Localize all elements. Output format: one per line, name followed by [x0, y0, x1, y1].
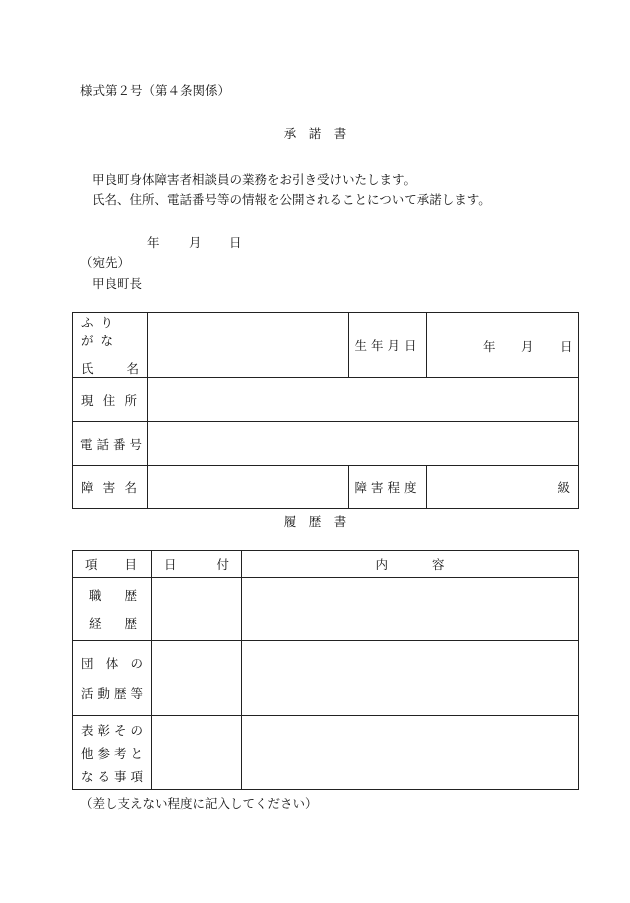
applicant-info-table	[72, 312, 579, 509]
disability-degree-input[interactable]	[427, 466, 579, 509]
address-label-cell	[73, 378, 148, 422]
disability-row	[73, 466, 579, 509]
body-text-line1: 甲良町身体障害者相談員の業務をお引き受けいたします。	[92, 172, 417, 187]
addressee-name: 甲良町長	[92, 276, 143, 291]
resume-header-row	[73, 551, 579, 578]
phone-input[interactable]	[148, 422, 579, 466]
career-date-input[interactable]	[152, 578, 242, 641]
date-month: 月	[189, 235, 202, 250]
date-day: 日	[229, 235, 242, 250]
career-label-cell: 職 歴 経 歴	[73, 578, 152, 641]
disability-degree-label-cell	[349, 466, 427, 509]
phone-label: 電話番号	[80, 436, 147, 452]
disability-degree-label: 障害程度	[354, 480, 421, 495]
document-title: 承 諾 書	[283, 126, 347, 141]
header-date: 日 付	[152, 551, 242, 578]
grade-unit: 級	[557, 480, 570, 495]
name-row	[73, 313, 579, 378]
address-input[interactable]	[148, 378, 579, 422]
body-text-line2: 氏名、住所、電話番号等の情報を公開されることについて承諾します。	[92, 192, 491, 207]
birthdate-label-cell	[349, 313, 427, 378]
birth-year-unit: 年	[483, 339, 496, 354]
resume-footnote: （差し支えない程度に記入してください）	[80, 796, 318, 811]
disability-name-label-cell	[73, 466, 148, 509]
birth-month-unit: 月	[521, 339, 534, 354]
address-row	[73, 378, 579, 422]
birthdate-label: 生年月日	[354, 338, 421, 353]
phone-label-cell	[73, 422, 148, 466]
resume-row-career	[73, 578, 579, 641]
resume-title: 履 歴 書	[283, 514, 347, 529]
resume-row-group	[73, 641, 579, 716]
name-input[interactable]	[148, 313, 349, 378]
career-content-input[interactable]	[242, 578, 579, 641]
resume-table	[72, 550, 579, 790]
name-label-cell	[73, 313, 148, 378]
phone-row	[73, 422, 579, 466]
awards-date-input[interactable]	[152, 716, 242, 790]
disability-name-label: 障 害 名	[81, 480, 137, 495]
header-content: 内 容	[242, 551, 579, 578]
furigana-label: ふりがな	[81, 315, 121, 348]
addressee-label: （宛先）	[80, 255, 131, 270]
address-label: 現 住 所	[81, 392, 137, 408]
name-label: 氏 名	[81, 361, 139, 376]
birthdate-input[interactable]	[427, 313, 579, 378]
birth-day-unit: 日	[560, 339, 573, 354]
awards-label-cell: 表 彰 そ の 他 参 考 と な る 事 項	[73, 716, 152, 790]
date-year: 年	[147, 235, 160, 250]
disability-name-input[interactable]	[148, 466, 349, 509]
header-item: 項 目	[73, 551, 152, 578]
group-date-input[interactable]	[152, 641, 242, 716]
resume-row-awards	[73, 716, 579, 790]
awards-content-input[interactable]	[242, 716, 579, 790]
form-number: 様式第２号（第４条関係）	[80, 83, 231, 98]
group-label-cell: 団 体 の 活 動 歴 等	[73, 641, 152, 716]
group-content-input[interactable]	[242, 641, 579, 716]
